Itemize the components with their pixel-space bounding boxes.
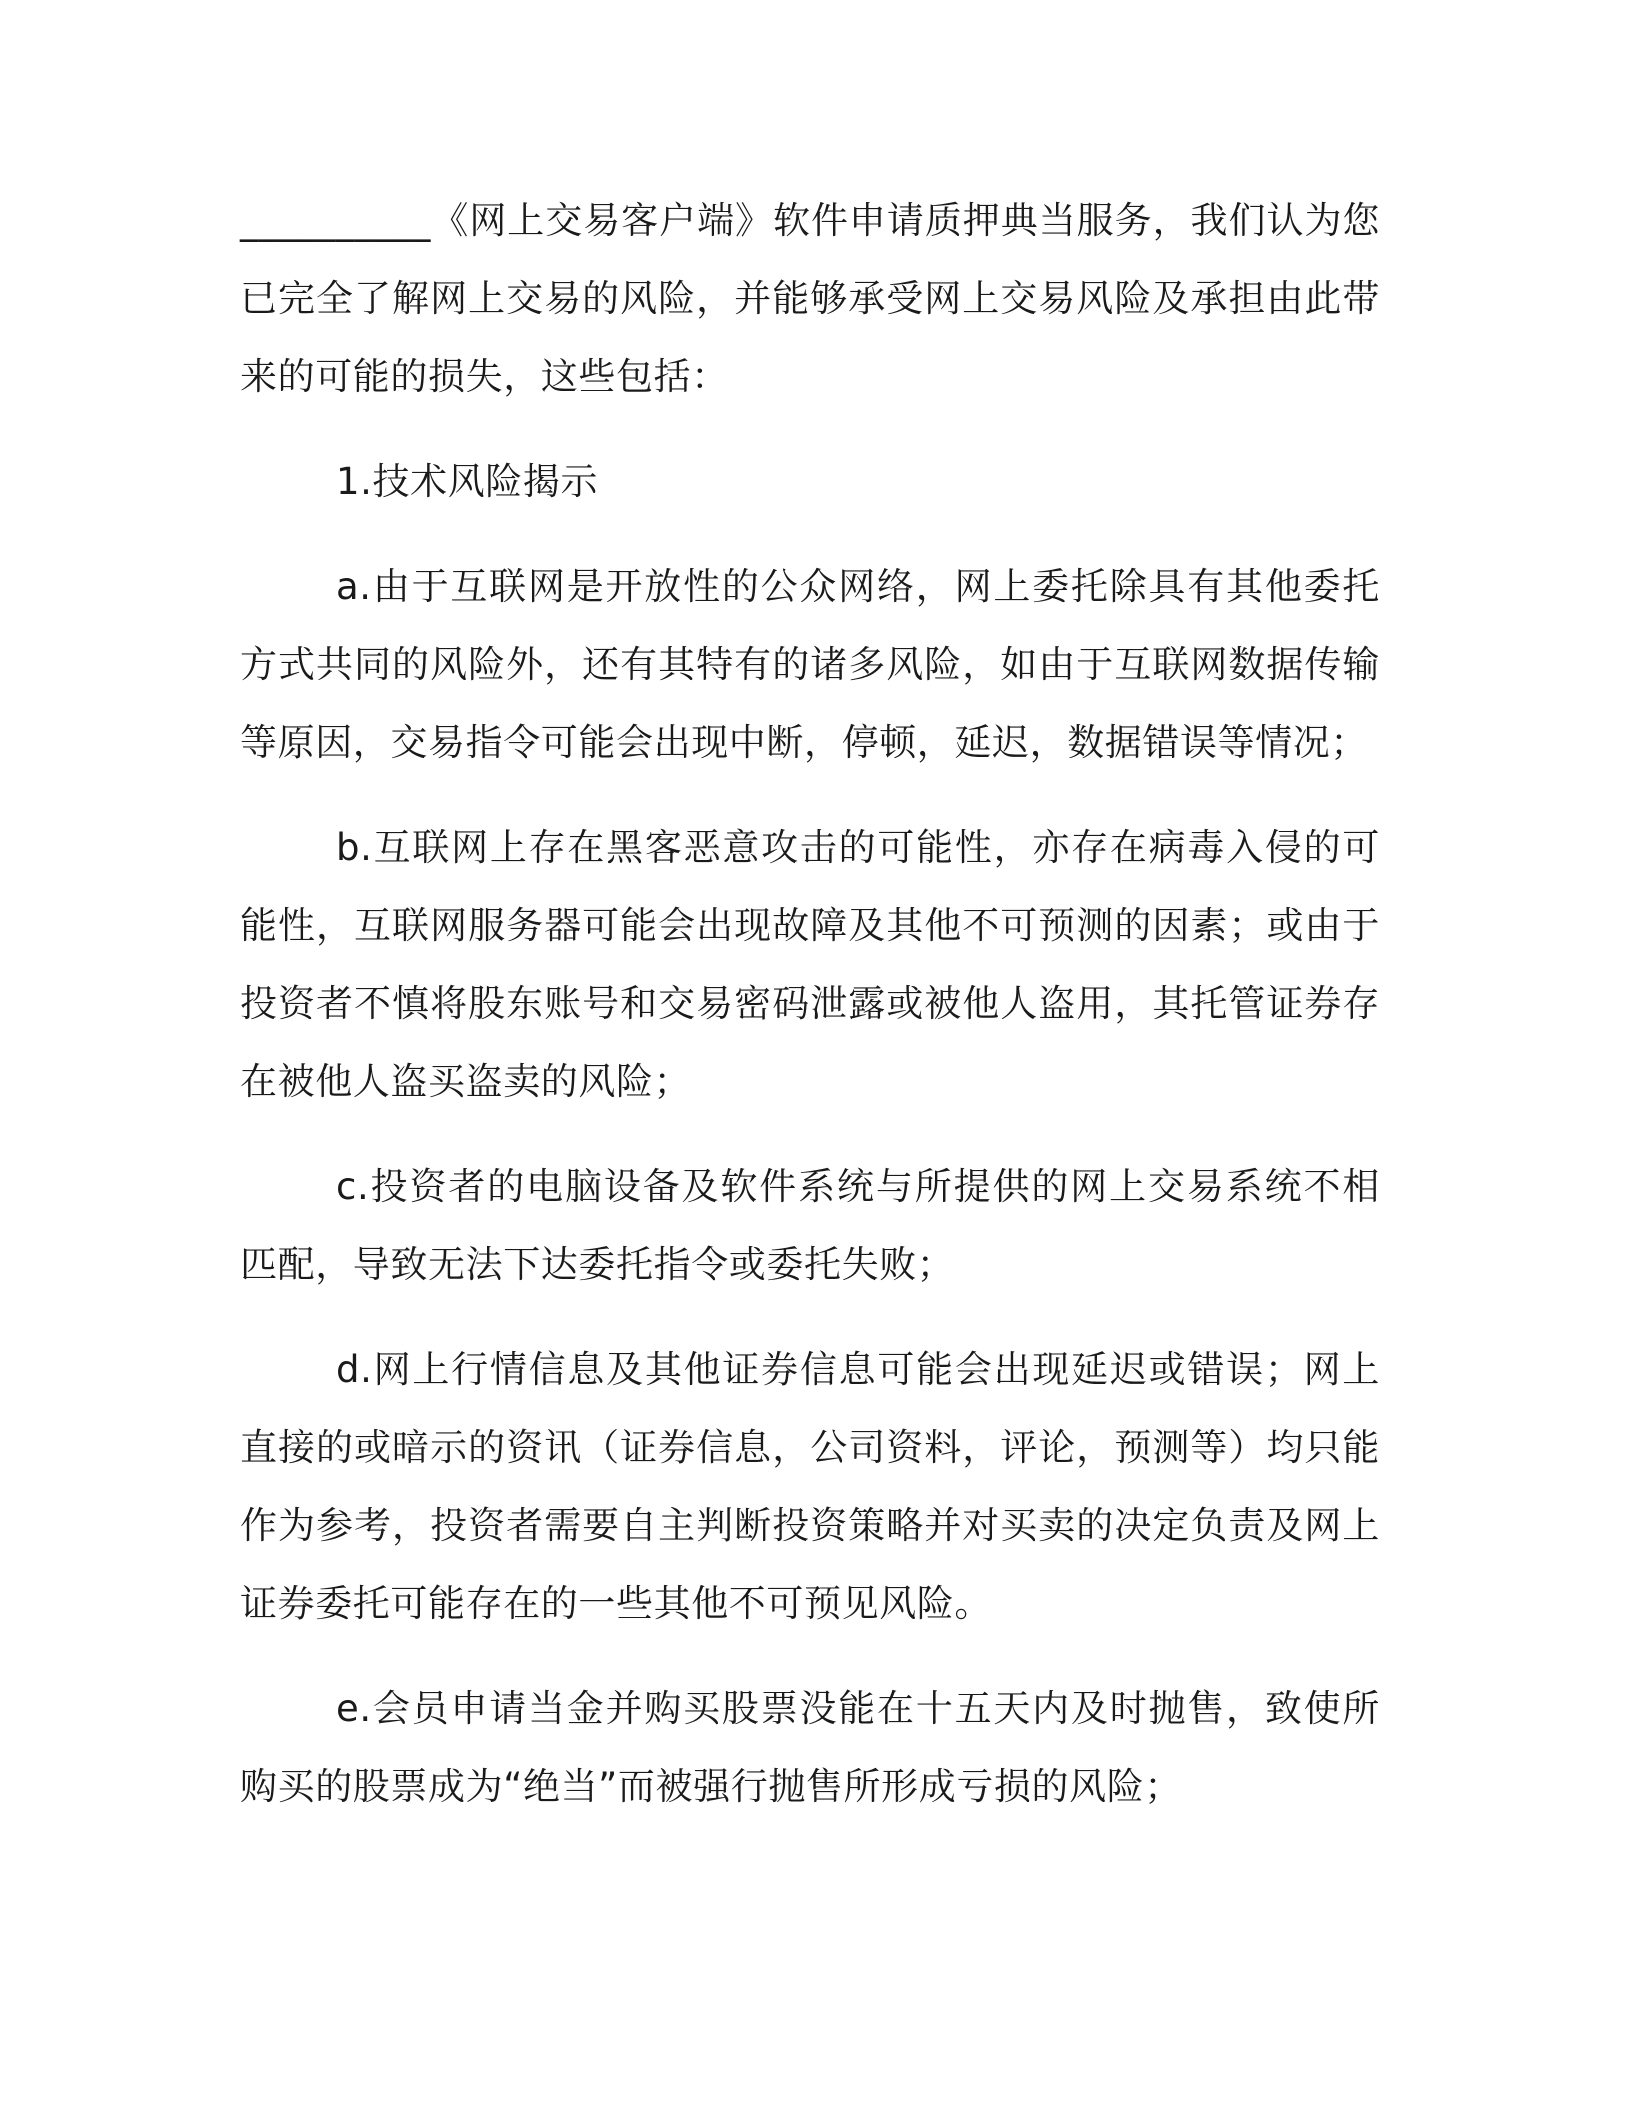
document-body bbox=[240, 182, 1380, 1853]
intro-paragraph: __________《网上交易客户端》软件申请质押典当服务，我们认为您已完全了解网上交易的风险，并能够承受网上交易风险及承担由此带来的可能的损失，这些包括： bbox=[240, 199, 1380, 398]
risk-item-c: c.投资者的电脑设备及软件系统与所提供的网上交易系统不相匹配，导致无法下达委托指令或委托失败； bbox=[240, 1165, 1380, 1286]
section-heading: 1.技术风险揭示 bbox=[336, 460, 599, 503]
risk-item-b: b.互联网上存在黑客恶意攻击的可能性，亦存在病毒入侵的可能性，互联网服务器可能会出现故障及其他不可预测的因素；或由于投资者不慎将股东账号和交易密码泄露或被他人盗用，其托管证券存在被他人盗买盗卖的风险； bbox=[240, 826, 1380, 1103]
risk-item-e: e.会员申请当金并购买股票没能在十五天内及时抛售，致使所购买的股票成为“绝当”而被强行抛售所形成亏损的风险； bbox=[240, 1687, 1380, 1808]
risk-item-a: a.由于互联网是开放性的公众网络，网上委托除具有其他委托方式共同的风险外，还有其特有的诸多风险，如由于互联网数据传输等原因，交易指令可能会出现中断，停顿，延迟，数据错误等情况； bbox=[240, 565, 1380, 764]
risk-item-d: d.网上行情信息及其他证券信息可能会出现延迟或错误；网上直接的或暗示的资讯（证券信息，公司资料，评论，预测等）均只能作为参考，投资者需要自主判断投资策略并对买卖的决定负责及网上证券委托可能存在的一些其他不可预见风险。 bbox=[240, 1348, 1380, 1625]
